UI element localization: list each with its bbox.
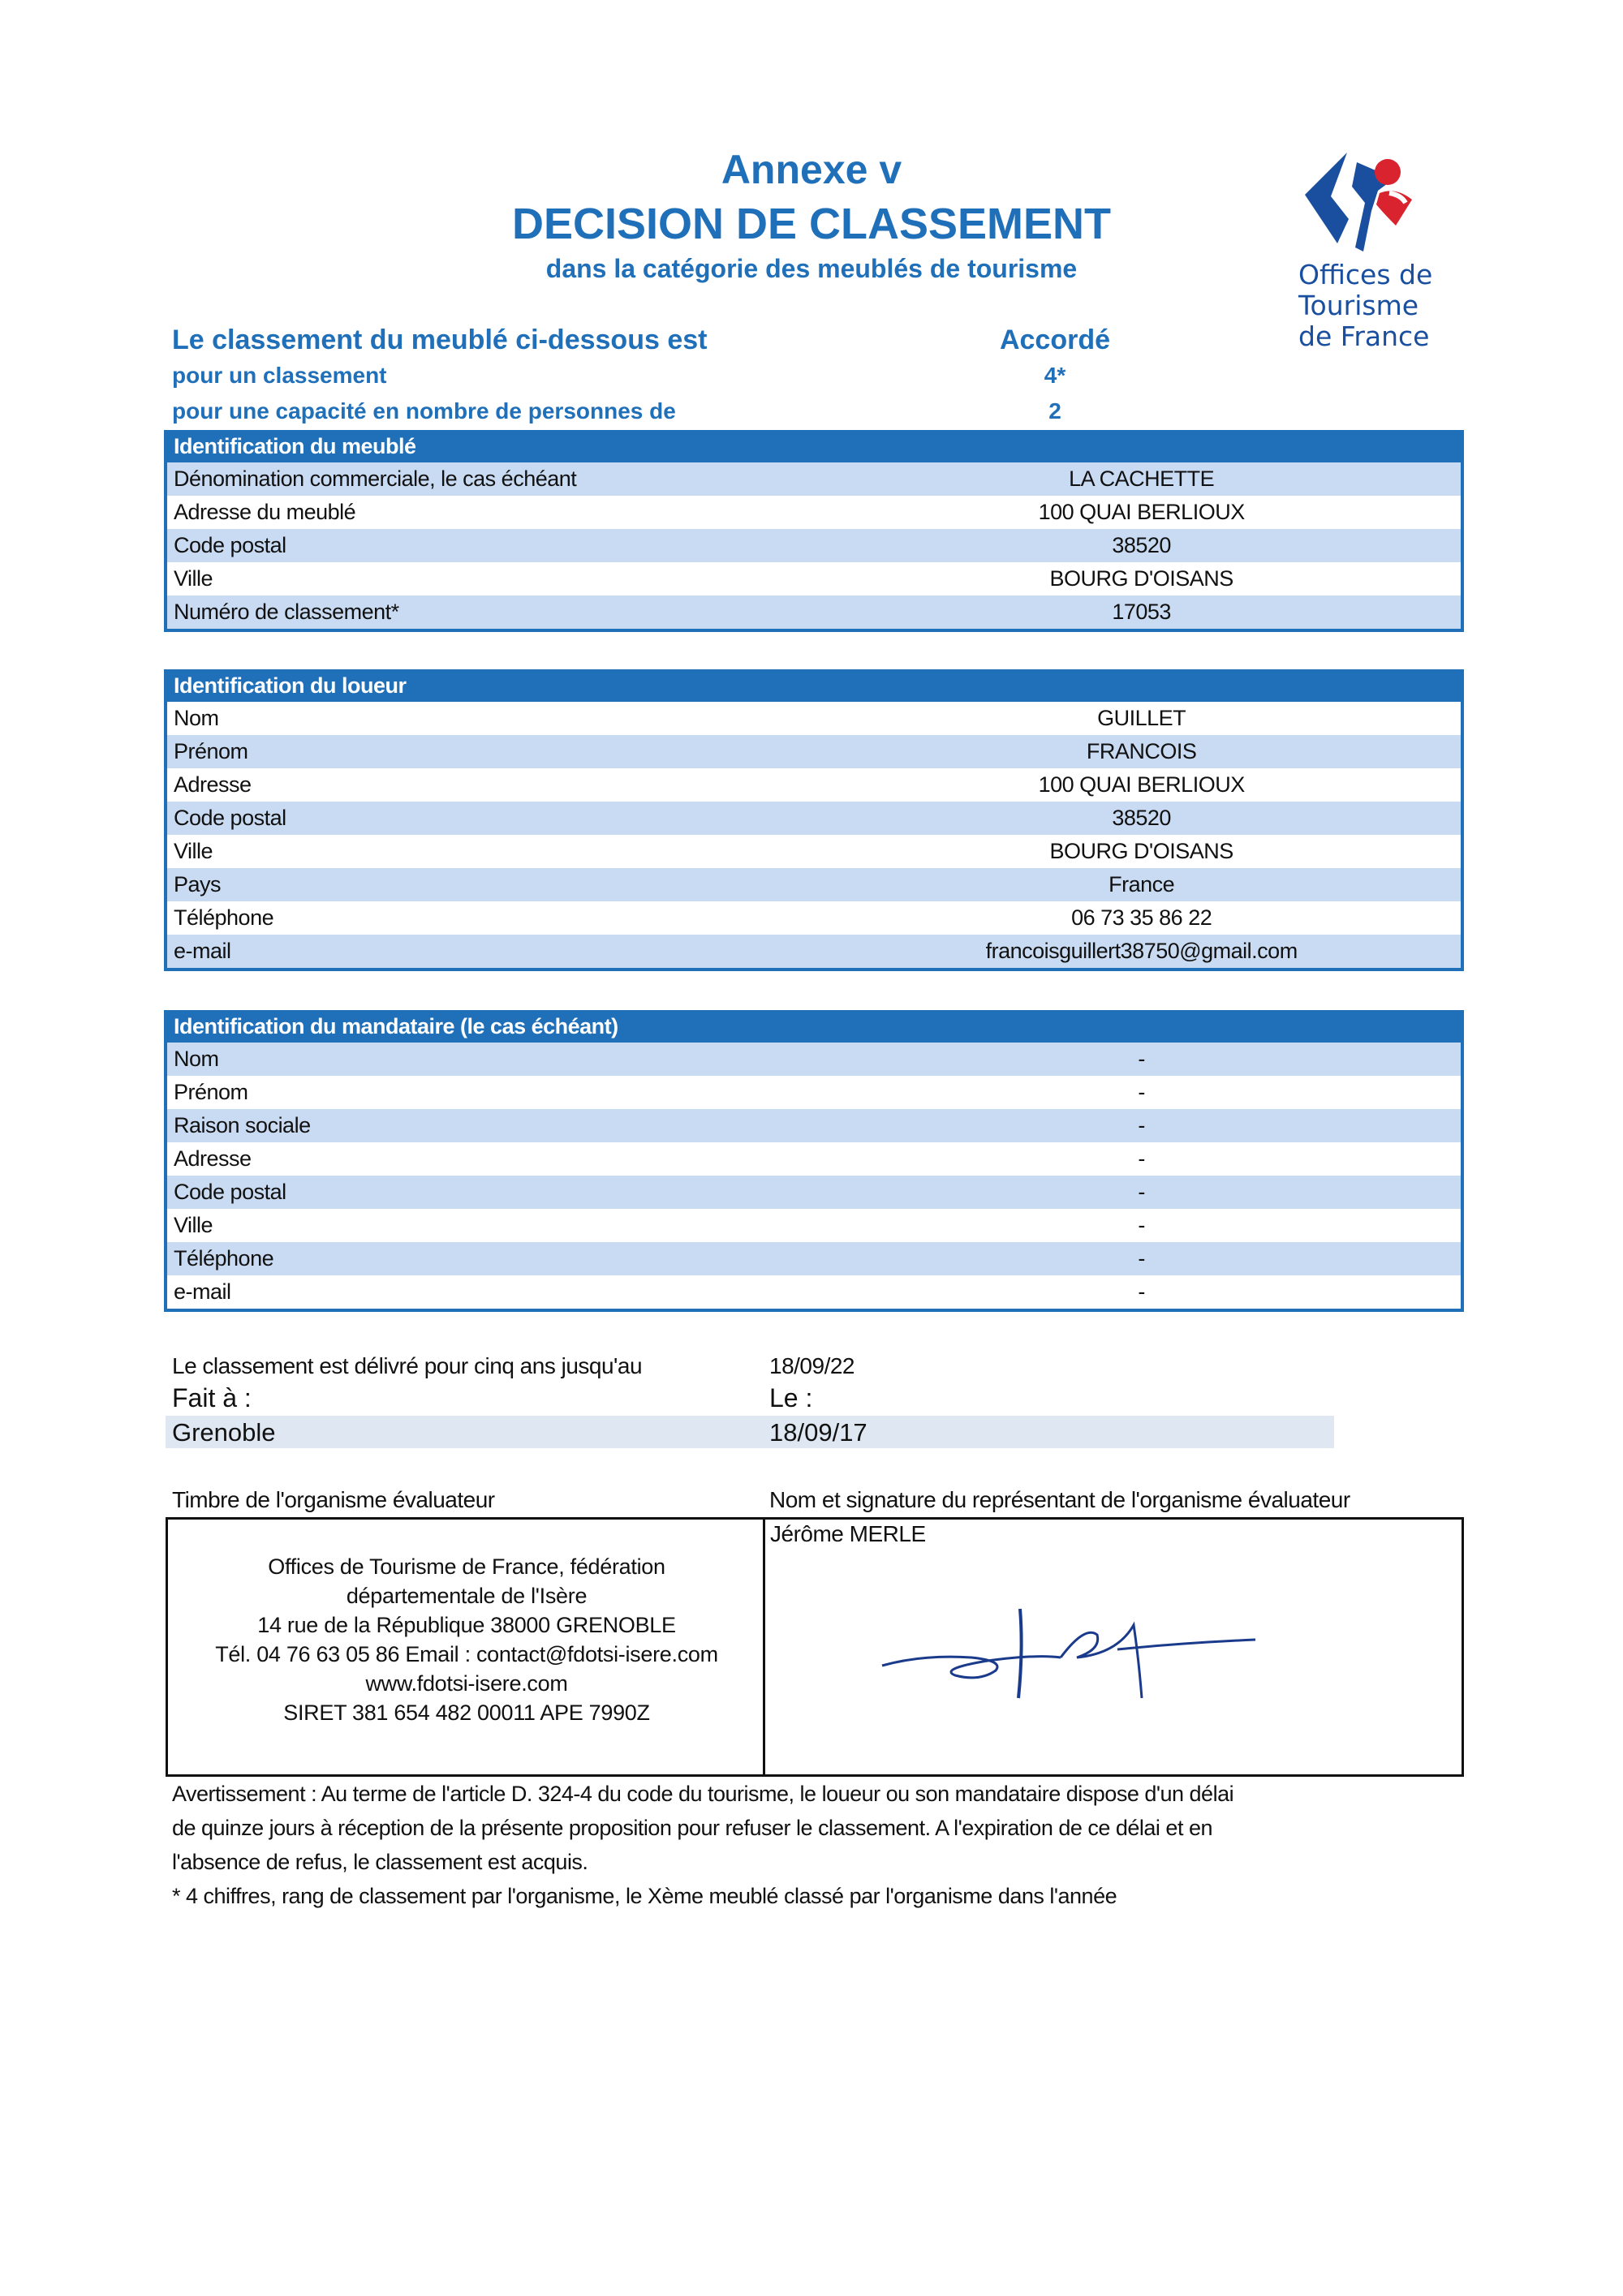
logo-line-3: de France — [1298, 320, 1430, 352]
email-value[interactable]: francoisguillert38750@gmail.com — [985, 939, 1298, 963]
row-value: - — [1138, 1180, 1145, 1204]
logo-mark-icon — [1298, 146, 1428, 260]
row-value: - — [1138, 1047, 1145, 1071]
table-row — [167, 1209, 1461, 1242]
row-value: - — [1138, 1279, 1145, 1304]
row-label: Ville — [174, 566, 213, 591]
row-value: 38520 — [1112, 806, 1171, 830]
row-label: Prénom — [174, 739, 248, 763]
validity-date: 18/09/22 — [769, 1353, 855, 1378]
date-label: Le : — [769, 1383, 813, 1412]
rank-value: 4* — [1044, 363, 1066, 388]
row-label: Ville — [174, 1213, 213, 1237]
row-value: GUILLET — [1097, 706, 1186, 730]
row-value: BOURG D'OISANS — [1049, 566, 1233, 591]
table-row — [167, 1275, 1461, 1309]
capacity-value: 2 — [1048, 398, 1061, 424]
place-label: Fait à : — [172, 1383, 252, 1412]
row-value: - — [1138, 1113, 1145, 1137]
annex-label: Annexe v — [721, 147, 902, 192]
signatory-name: Jérôme MERLE — [770, 1521, 926, 1546]
table-row — [167, 529, 1461, 562]
row-value: BOURG D'OISANS — [1049, 839, 1233, 863]
loueur-section-heading: Identification du loueur — [167, 669, 1461, 702]
row-value: FRANCOIS — [1086, 739, 1197, 763]
row-label: Nom — [174, 1047, 219, 1071]
row-label: e-mail — [174, 1279, 231, 1304]
table-row — [167, 496, 1461, 529]
row-label: Téléphone — [174, 905, 274, 930]
table-row — [167, 768, 1461, 802]
warning-line: l'absence de refus, le classement est acquis. — [172, 1850, 588, 1874]
rank-label: pour un classement — [172, 363, 387, 388]
meuble-section — [164, 430, 1464, 632]
row-value: - — [1138, 1213, 1145, 1237]
stamp-signature-box — [166, 1517, 1464, 1777]
table-row — [167, 702, 1461, 735]
table-row — [167, 1109, 1461, 1142]
warning-text — [172, 1777, 1438, 1913]
warning-line: de quinze jours à réception de la présente proposition pour refuser le classement. A l'expiration de ce délai et en — [172, 1816, 1212, 1840]
row-label: Numéro de classement* — [174, 600, 399, 624]
row-label: Ville — [174, 839, 213, 863]
row-value: - — [1138, 1146, 1145, 1171]
stamp-line: 14 rue de la République 38000 GRENOBLE — [257, 1613, 676, 1637]
table-row — [167, 1142, 1461, 1176]
row-label: Code postal — [174, 806, 286, 830]
row-label: Code postal — [174, 533, 286, 557]
table-row — [167, 868, 1461, 901]
row-label: Prénom — [174, 1080, 248, 1104]
row-label: Adresse du meublé — [174, 500, 356, 524]
table-row — [167, 735, 1461, 768]
logo-line-1: Offices de — [1298, 259, 1433, 290]
row-label: e-mail — [174, 939, 231, 963]
row-value: 38520 — [1112, 533, 1171, 557]
loueur-section — [164, 669, 1464, 971]
stamp-caption: Timbre de l'organisme évaluateur — [172, 1487, 495, 1512]
row-label: Raison sociale — [174, 1113, 311, 1137]
status-value: Accordé — [999, 325, 1111, 355]
mandataire-section — [164, 1010, 1464, 1312]
stamp-area — [168, 1520, 765, 1774]
row-label: Dénomination commerciale, le cas échéant — [174, 467, 577, 491]
place-value: Grenoble — [172, 1418, 276, 1447]
place-date-band — [166, 1416, 1334, 1448]
row-label: Adresse — [174, 772, 252, 797]
mandataire-section-heading: Identification du mandataire (le cas échéant) — [167, 1010, 1461, 1043]
offices-tourisme-logo — [1282, 146, 1444, 357]
signed-date-value: 18/09/17 — [769, 1418, 867, 1447]
row-value: - — [1138, 1246, 1145, 1271]
signature-icon — [874, 1576, 1280, 1714]
table-row — [167, 595, 1461, 629]
table-row — [167, 1043, 1461, 1076]
warning-line: Avertissement : Au terme de l'article D. 324-4 du code du tourisme, le loueur ou son mandataire dispose d'un délai — [172, 1782, 1234, 1806]
status-label: Le classement du meublé ci-dessous est — [172, 325, 708, 355]
row-value: 100 QUAI BERLIOUX — [1038, 772, 1245, 797]
row-value: - — [1138, 1080, 1145, 1104]
row-label: Code postal — [174, 1180, 286, 1204]
document-subtitle: dans la catégorie des meublés de tourisme — [545, 254, 1078, 283]
table-row — [167, 562, 1461, 595]
row-value: 100 QUAI BERLIOUX — [1038, 500, 1245, 524]
table-row — [167, 935, 1461, 968]
stamp-line: Tél. 04 76 63 05 86 Email : contact@fdotsi-isere.com — [215, 1642, 718, 1666]
stamp-line: départementale de l'Isère — [346, 1584, 588, 1608]
row-value: 17053 — [1112, 600, 1171, 624]
footnote: * 4 chiffres, rang de classement par l'organisme, le Xème meublé classé par l'organisme dans l'année — [172, 1884, 1117, 1908]
stamp-line: www.fdotsi-isere.com — [365, 1671, 568, 1696]
stamp-line: SIRET 381 654 482 00011 APE 7990Z — [283, 1701, 650, 1725]
capacity-label: pour une capacité en nombre de personnes de — [172, 398, 676, 424]
table-row — [167, 462, 1461, 496]
row-value: 06 73 35 86 22 — [1071, 905, 1212, 930]
table-row — [167, 802, 1461, 835]
document-title: DECISION DE CLASSEMENT — [511, 200, 1112, 248]
table-row — [167, 1176, 1461, 1209]
table-row — [167, 835, 1461, 868]
table-row — [167, 1242, 1461, 1275]
row-label: Nom — [174, 706, 219, 730]
row-value: France — [1109, 872, 1175, 896]
row-label: Téléphone — [174, 1246, 274, 1271]
table-row — [167, 1076, 1461, 1109]
signature-caption: Nom et signature du représentant de l'organisme évaluateur — [769, 1487, 1350, 1512]
row-label: Pays — [174, 872, 222, 896]
logo-line-2: Tourisme — [1298, 290, 1419, 321]
validity-label: Le classement est délivré pour cinq ans jusqu'au — [172, 1353, 643, 1378]
meuble-section-heading: Identification du meublé — [167, 430, 1461, 462]
stamp-line: Offices de Tourisme de France, fédération — [268, 1554, 665, 1579]
row-value: LA CACHETTE — [1069, 467, 1215, 491]
table-row — [167, 901, 1461, 935]
row-label: Adresse — [174, 1146, 252, 1171]
